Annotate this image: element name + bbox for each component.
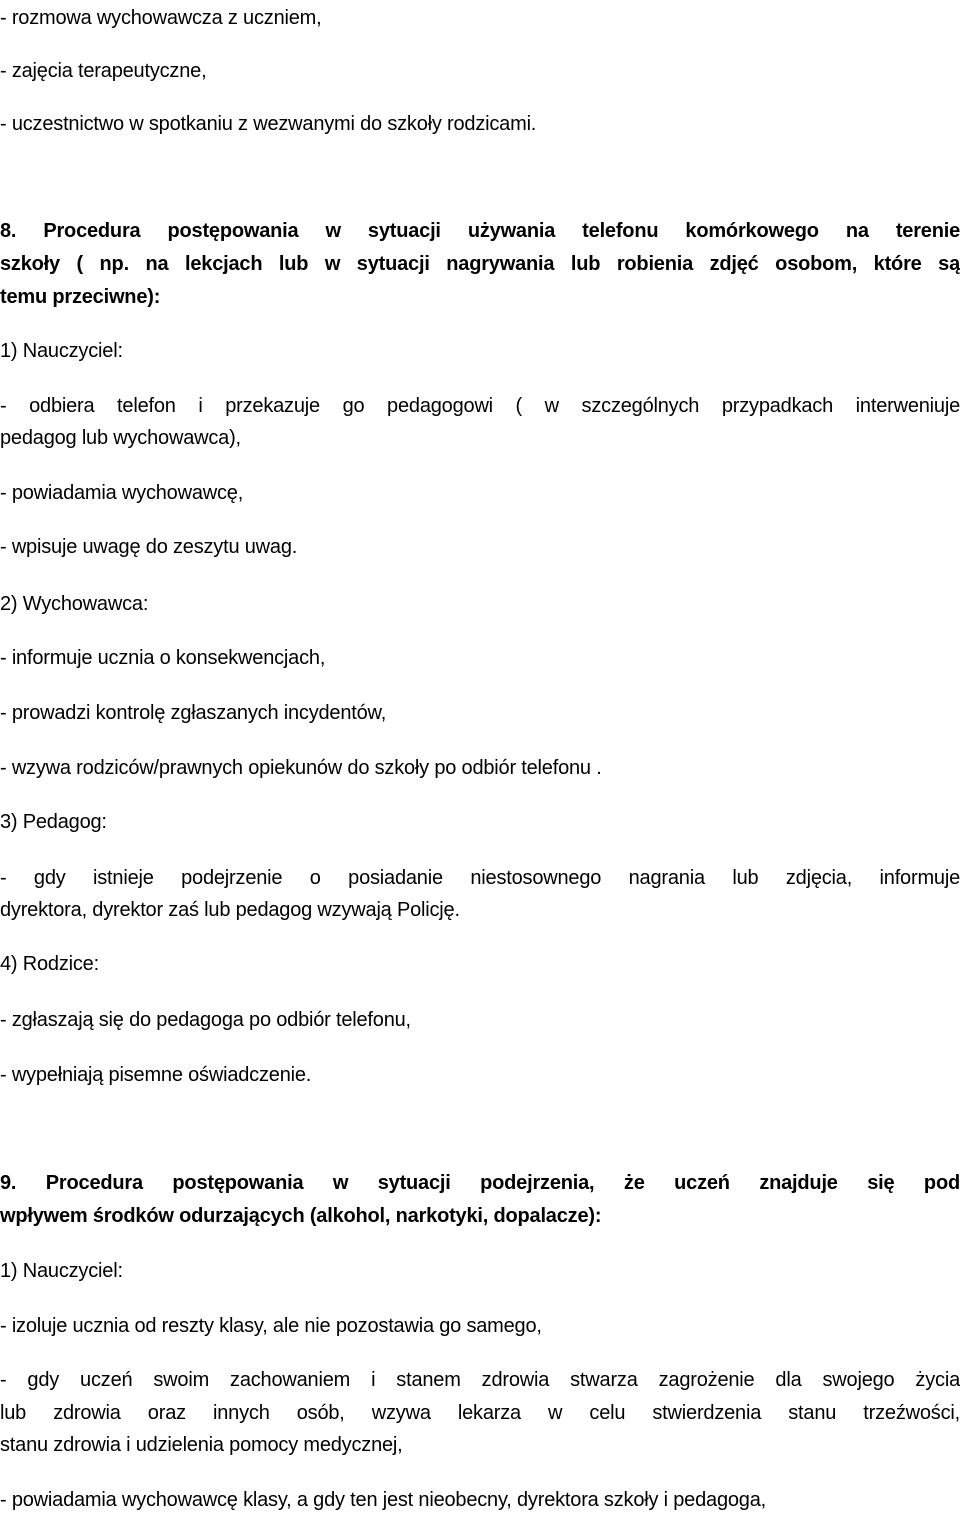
section8-counselor-label: 3) Pedagog: (0, 811, 107, 833)
section9-teacher-item2-line2: lub zdrowia oraz innych osób, wzywa lekarza w celu stwierdzenia stanu trzeźwości, (0, 1402, 960, 1424)
intro-item-therapy: - zajęcia terapeutyczne, (0, 60, 207, 82)
section9-teacher-item2-line1: - gdy uczeń swoim zachowaniem i stanem zdrowia stwarza zagrożenie dla swojego życia (0, 1369, 960, 1391)
section8-parents-item1: - zgłaszają się do pedagoga po odbiór telefonu, (0, 1009, 411, 1031)
section8-teacher-item3: - wpisuje uwagę do zeszytu uwag. (0, 536, 298, 558)
section8-teacher-item1-line1: - odbiera telefon i przekazuje go pedagogowi ( w szczególnych przypadkach interweniuje (0, 395, 960, 417)
section8-homeroom-item1: - informuje ucznia o konsekwencjach, (0, 647, 326, 669)
section8-counselor-item1-line1: - gdy istnieje podejrzenie o posiadanie niestosownego nagrania lub zdjęcia, informuje (0, 867, 960, 889)
section8-heading-line1: 8. Procedura postępowania w sytuacji używania telefonu komórkowego na terenie (0, 220, 960, 242)
section8-teacher-label: 1) Nauczyciel: (0, 340, 123, 362)
section8-counselor-item1-line2: dyrektora, dyrektor zaś lub pedagog wzywają Policję. (0, 899, 460, 921)
section9-heading-line1: 9. Procedura postępowania w sytuacji podejrzenia, że uczeń znajduje się pod (0, 1172, 960, 1194)
section8-homeroom-item2: - prowadzi kontrolę zgłaszanych incydentów, (0, 702, 387, 724)
section8-teacher-item2: - powiadamia wychowawcę, (0, 482, 244, 504)
section8-homeroom-label: 2) Wychowawca: (0, 593, 149, 615)
intro-item-parents-meeting: - uczestnictwo w spotkaniu z wezwanymi do szkoły rodzicami. (0, 113, 537, 135)
section8-teacher-item1-line2: pedagog lub wychowawca), (0, 427, 241, 449)
section8-heading-line2: szkoły ( np. na lekcjach lub w sytuacji nagrywania lub robienia zdjęć osobom, które są (0, 253, 960, 275)
intro-item-conversation: - rozmowa wychowawcza z uczniem, (0, 7, 322, 29)
section8-heading-line3: temu przeciwne): (0, 286, 161, 308)
section9-teacher-item2-line3: stanu zdrowia i udzielenia pomocy medycznej, (0, 1434, 403, 1456)
section8-parents-label: 4) Rodzice: (0, 953, 99, 975)
section8-homeroom-item3: - wzywa rodziców/prawnych opiekunów do szkoły po odbiór telefonu . (0, 757, 602, 779)
section8-parents-item2: - wypełniają pisemne oświadczenie. (0, 1064, 312, 1086)
section9-heading-line2: wpływem środków odurzających (alkohol, narkotyki, dopalacze): (0, 1205, 602, 1227)
section9-teacher-item1: - izoluje ucznia od reszty klasy, ale nie pozostawia go samego, (0, 1315, 542, 1337)
section9-teacher-item3: - powiadamia wychowawcę klasy, a gdy ten jest nieobecny, dyrektora szkoły i pedagoga, (0, 1489, 766, 1511)
section9-teacher-label: 1) Nauczyciel: (0, 1260, 123, 1282)
